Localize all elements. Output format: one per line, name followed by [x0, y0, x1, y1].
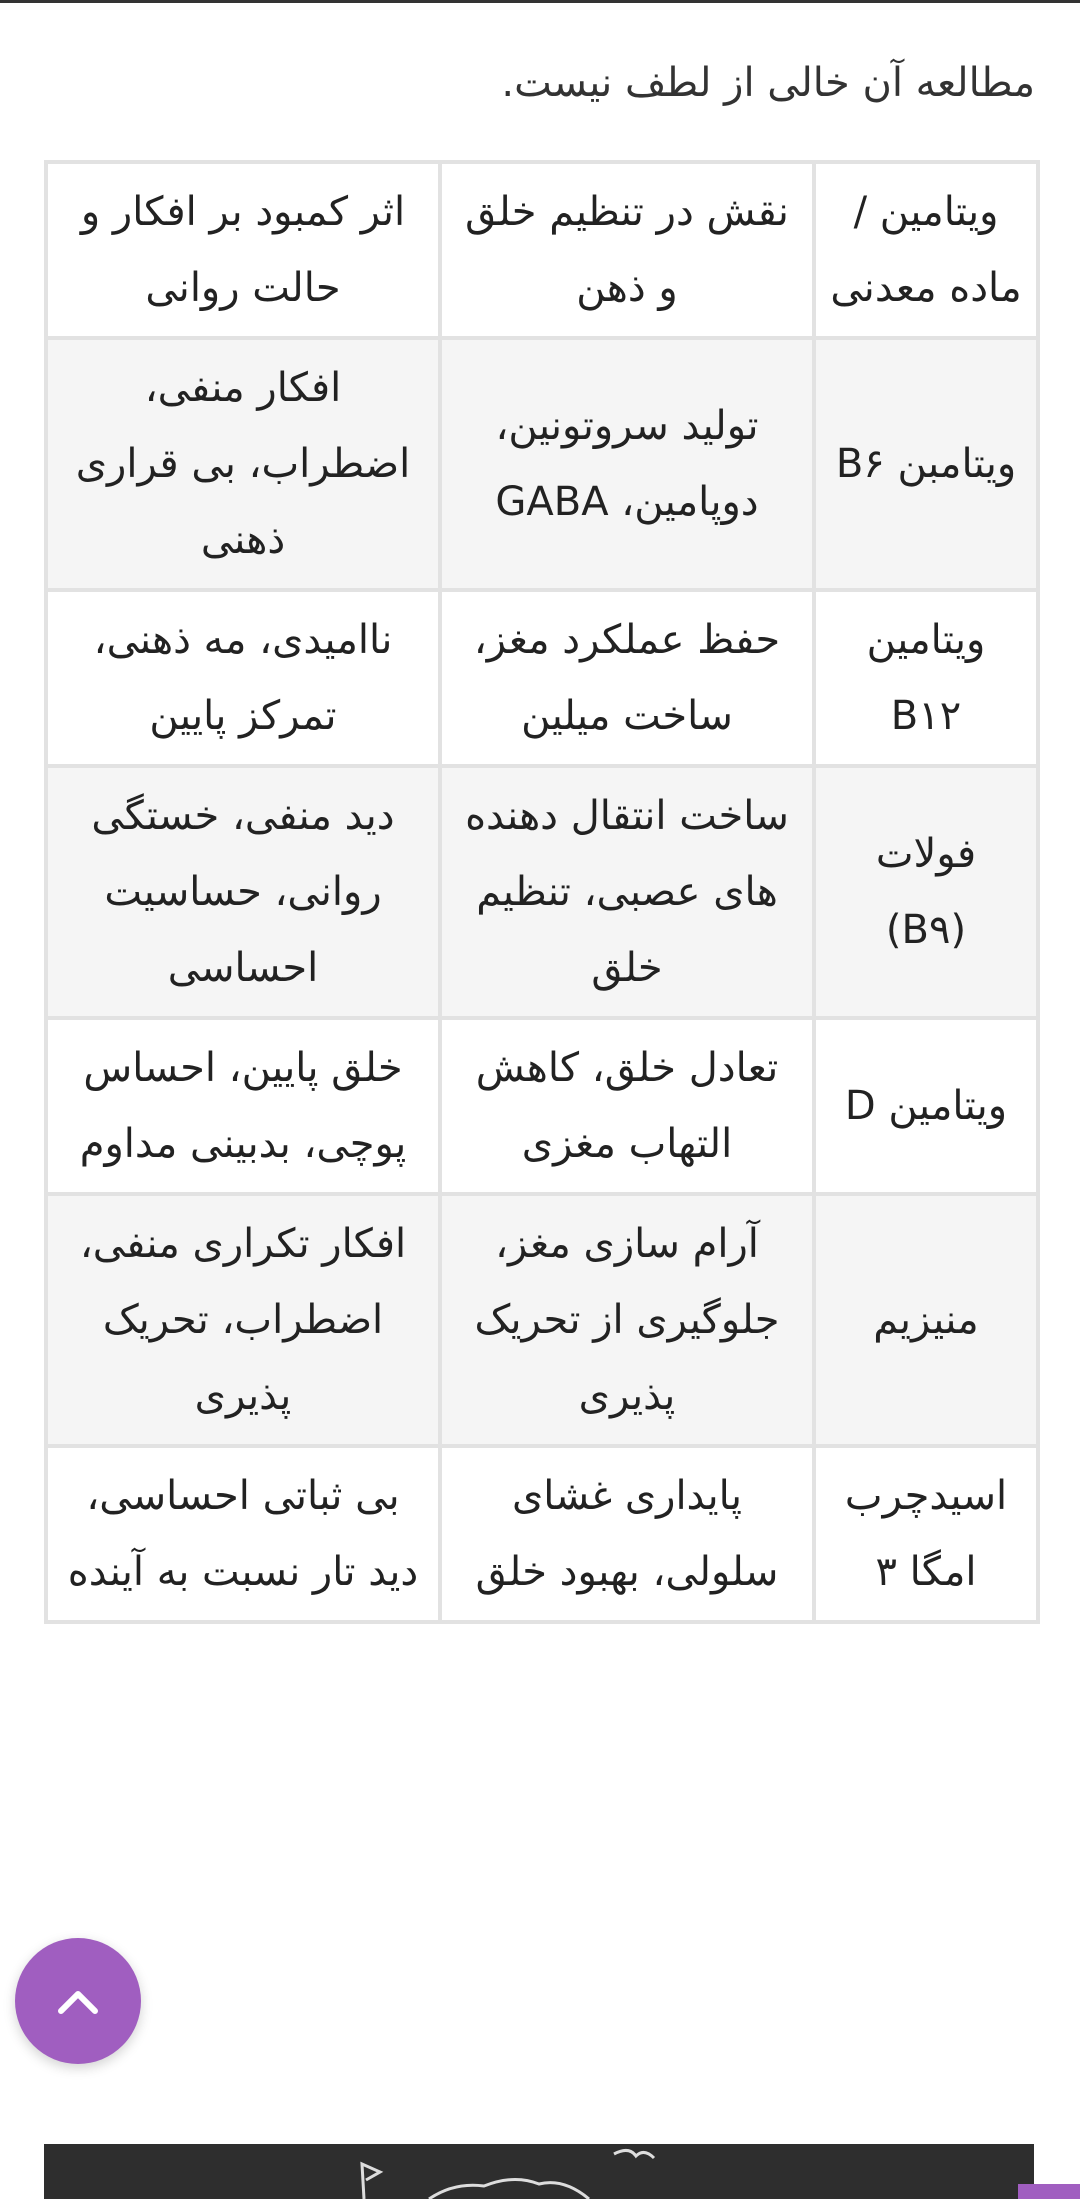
table-row [46, 338, 1038, 590]
cell-nutrient: منیزیم [814, 1194, 1038, 1446]
cell-role: حفظ عملکرد مغز، ساخت میلین [440, 590, 814, 766]
top-divider [0, 0, 1080, 3]
table-row [46, 766, 1038, 1018]
cell-role: آرام سازی مغز، جلوگیری از تحریک پذیری [440, 1194, 814, 1446]
corner-widget[interactable] [1018, 2184, 1080, 2199]
cell-nutrient: فولات (B۹) [814, 766, 1038, 1018]
cell-deficiency: افکار تکراری منفی، اضطراب، تحریک پذیری [46, 1194, 440, 1446]
table-row [46, 590, 1038, 766]
table-row [46, 1446, 1038, 1622]
cell-deficiency: خلق پایین، احساس پوچی، بدبینی مداوم [46, 1018, 440, 1194]
table-row [46, 1018, 1038, 1194]
table-row [46, 1194, 1038, 1446]
header-cell-nutrient: ویتامین / ماده معدنی [814, 162, 1038, 338]
scroll-to-top-button[interactable] [15, 1938, 141, 2064]
table-header-row [46, 162, 1038, 338]
cell-role: ساخت انتقال دهنده های عصبی، تنظیم خلق [440, 766, 814, 1018]
vitamin-table [44, 160, 1040, 1624]
article-image [44, 2144, 1034, 2199]
cell-nutrient: ویتامین B۱۲ [814, 590, 1038, 766]
chalk-doodle [44, 2144, 1034, 2199]
header-cell-role: نقش در تنظیم خلق و ذهن [440, 162, 814, 338]
cell-deficiency: دید منفی، خستگی روانی، حساسیت احساسی [46, 766, 440, 1018]
cell-deficiency: افکار منفی، اضطراب، بی قراری ذهنی [46, 338, 440, 590]
cell-nutrient: اسیدچرب امگا ۳ [814, 1446, 1038, 1622]
cell-role: تعادل خلق، کاهش التهاب مغزی [440, 1018, 814, 1194]
cell-role: پایداری غشای سلولی، بهبود خلق [440, 1446, 814, 1622]
header-cell-deficiency: اثر کمبود بر افکار و حالت روانی [46, 162, 440, 338]
cell-deficiency: ناامیدی، مه ذهنی، تمرکز پایین [46, 590, 440, 766]
cell-role: تولید سروتونین، دوپامین، GABA [440, 338, 814, 590]
cell-nutrient: ویتامبن B۶ [814, 338, 1038, 590]
cell-deficiency: بی ثباتی احساسی، دید تار نسبت به آینده [46, 1446, 440, 1622]
cell-nutrient: ویتامین D [814, 1018, 1038, 1194]
intro-paragraph: مطالعه آن خالی از لطف نیست. [501, 60, 1035, 106]
chevron-up-icon [56, 1986, 100, 2016]
